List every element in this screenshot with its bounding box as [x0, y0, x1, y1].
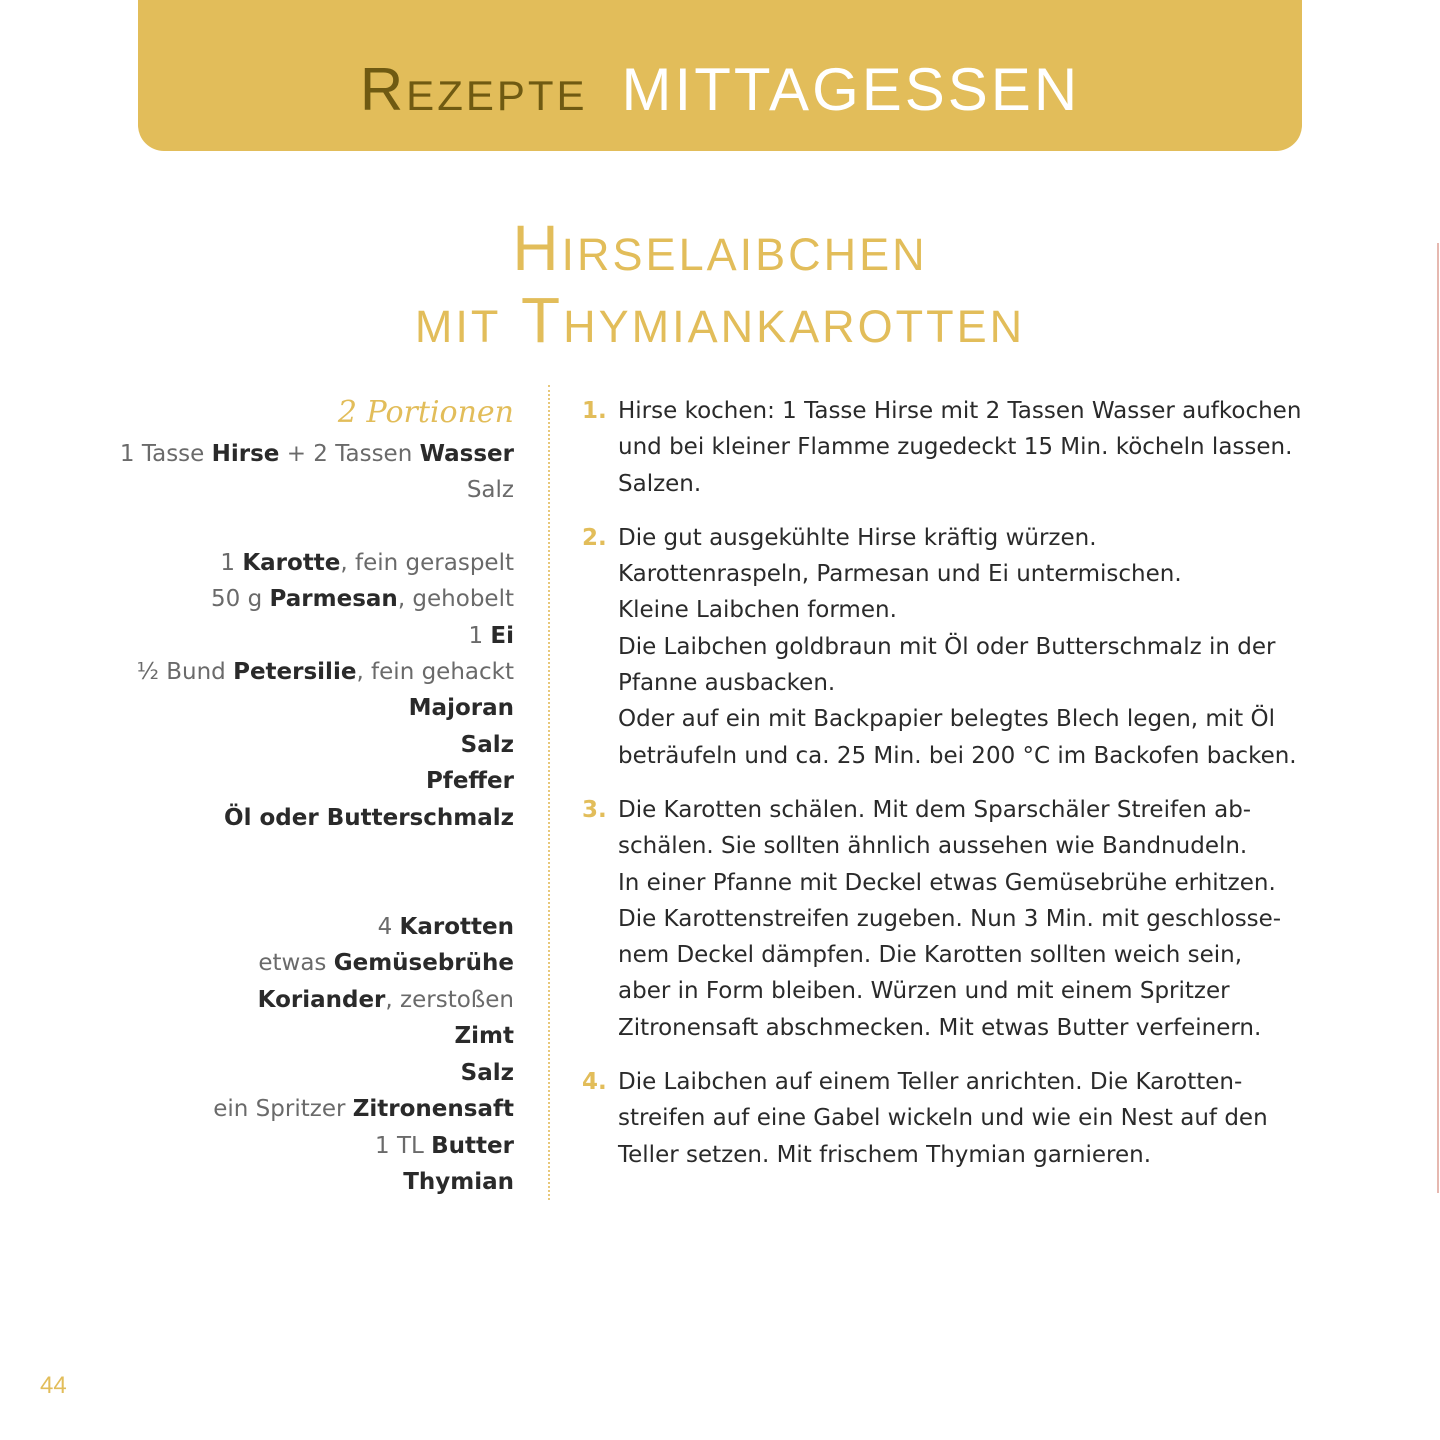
ingredient-line: [94, 982, 514, 1018]
recipe-title-line1: Hirselaibchen: [512, 212, 928, 284]
step-text-line: nem Deckel dämpfen. Die Karotten sollten weich sein,: [618, 942, 1243, 969]
section-header: [138, 0, 1302, 151]
ingredient-quantity: 1 Tasse: [119, 441, 212, 467]
ingredient-quantity: 4: [377, 914, 400, 941]
ingredient-note: , gehobelt: [397, 586, 514, 613]
ingredient-line: [94, 654, 514, 690]
ingredient-group-gap: [94, 836, 514, 909]
step-text-line: schälen. Sie sollten ähnlich aussehen wie Bandnudeln.: [618, 833, 1248, 860]
ingredient-name: Zimt: [454, 1023, 514, 1050]
step-text-line: Die Laibchen goldbraun mit Öl oder Butterschmalz in der: [618, 633, 1276, 660]
ingredient-name: Gemüsebrühe: [333, 950, 514, 977]
step-text: [618, 520, 1297, 774]
step-text: [618, 1064, 1268, 1173]
step-number: 3.: [582, 796, 607, 823]
ingredient-name: Salz: [460, 1059, 514, 1086]
ingredient-group-gap: [94, 509, 514, 545]
ingredient-name: Koriander: [257, 986, 386, 1013]
step-text-line: Die Karotten schälen. Mit dem Sparschäler Streifen ab-: [618, 796, 1252, 823]
ingredient-group-patties: [94, 545, 514, 836]
step-text-line: Die gut ausgekühlte Hirse kräftig würzen.: [618, 524, 1097, 551]
ingredient-list: [94, 392, 514, 1200]
ingredient-group-millet: [94, 436, 514, 509]
step-text-line: beträufeln und ca. 25 Min. bei 200 °C im Backofen backen.: [618, 742, 1297, 769]
ingredient-quantity: 1: [220, 549, 243, 576]
step-text-line: Salzen.: [618, 470, 702, 497]
ingredient-line: [94, 727, 514, 763]
step-text-line: Kleine Laibchen formen.: [618, 597, 897, 624]
step-text-line: Pfanne ausbacken.: [618, 670, 836, 697]
section-title-word1: Rezepte: [359, 56, 588, 123]
ingredient-name: Pfeffer: [425, 768, 514, 795]
ingredient-line: [94, 436, 514, 472]
step-text: [618, 792, 1281, 1046]
step-number: 2.: [582, 524, 607, 551]
portions-label: 2 Portionen: [337, 395, 514, 430]
step-text-line: In einer Pfanne mit Deckel etwas Gemüsebrühe erhitzen.: [618, 869, 1276, 896]
ingredient-quantity: Salz: [466, 477, 514, 504]
step-item: [582, 520, 1302, 774]
ingredient-quantity: 50 g: [211, 586, 270, 613]
ingredient-name: Karotte: [242, 549, 341, 576]
ingredient-note: , zerstoßen: [385, 986, 514, 1013]
step-text-line: streifen auf eine Gabel wickeln und wie ein Nest auf den: [618, 1105, 1268, 1132]
ingredient-quantity: 1 TL: [375, 1132, 432, 1159]
ingredient-group-carrots: [94, 909, 514, 1200]
recipe-title: [200, 212, 1240, 356]
ingredient-name: Ei: [490, 622, 514, 649]
ingredient-name: Hirse: [211, 441, 280, 467]
ingredient-quantity: ein Spritzer: [213, 1096, 353, 1123]
ingredient-line: [94, 1164, 514, 1200]
column-divider: [548, 385, 550, 1200]
step-text-line: aber in Form bleiben. Würzen und mit einem Spritzer: [618, 978, 1230, 1005]
section-title-word2: MITTAGESSEN: [621, 56, 1081, 123]
step-text-line: Zitronensaft abschmecken. Mit etwas Butter verfeinern.: [618, 1014, 1262, 1041]
ingredient-line: [94, 763, 514, 799]
page-number: 44: [40, 1372, 67, 1399]
ingredient-name: Karotten: [399, 914, 514, 941]
step-number: 1.: [582, 398, 607, 424]
step-text-line: Die Karottenstreifen zugeben. Nun 3 Min. mit geschlosse-: [618, 905, 1282, 932]
step-item: [582, 1064, 1302, 1173]
ingredient-name: Zitronensaft: [352, 1096, 514, 1123]
ingredient-line: [94, 945, 514, 981]
ingredient-line: [94, 1055, 514, 1091]
step-text-line: Hirse kochen: 1 Tasse Hirse mit 2 Tassen Wasser aufkochen: [618, 398, 1302, 424]
step-text-line: Die Laibchen auf einem Teller anrichten. Die Karotten-: [618, 1069, 1243, 1096]
ingredient-name: Parmesan: [269, 586, 398, 613]
ingredient-line: [94, 581, 514, 617]
ingredient-note: + 2 Tassen: [279, 441, 420, 467]
ingredient-name: Öl oder Butterschmalz: [224, 804, 514, 831]
step-text-line: Oder auf ein mit Backpapier belegtes Blech legen, mit Öl: [618, 706, 1276, 733]
ingredient-name: Petersilie: [233, 659, 357, 686]
ingredient-line: [94, 618, 514, 654]
recipe-title-line2: mit Thymiankarotten: [414, 284, 1026, 356]
step-number: 4.: [582, 1069, 607, 1096]
ingredient-line: [94, 800, 514, 836]
section-title: [360, 55, 1080, 124]
ingredient-name: Wasser: [419, 441, 514, 467]
ingredient-note: , fein gehackt: [356, 659, 514, 686]
ingredient-quantity: 1: [468, 622, 491, 649]
step-text-line: Karottenraspeln, Parmesan und Ei untermischen.: [618, 561, 1182, 588]
ingredient-name: Majoran: [408, 695, 514, 722]
page-edge-rule: [1437, 243, 1439, 1193]
ingredient-note: , fein geraspelt: [340, 549, 514, 576]
step-item: [582, 393, 1302, 502]
ingredient-name: Salz: [460, 731, 514, 758]
step-item: [582, 792, 1302, 1046]
ingredient-line: [94, 1091, 514, 1127]
ingredient-line: [94, 545, 514, 581]
ingredient-name: Butter: [431, 1132, 514, 1159]
preparation-steps: [582, 393, 1302, 1191]
ingredient-line: [94, 909, 514, 945]
step-text-line: und bei kleiner Flamme zugedeckt 15 Min. köcheln lassen.: [618, 434, 1293, 461]
step-text-line: Teller setzen. Mit frischem Thymian garnieren.: [618, 1141, 1152, 1168]
step-text: [618, 393, 1301, 502]
ingredient-line: [94, 690, 514, 726]
ingredient-quantity: etwas: [258, 950, 334, 977]
ingredient-quantity: ½ Bund: [136, 659, 234, 686]
ingredient-line: [94, 1018, 514, 1054]
ingredient-name: Thymian: [403, 1168, 514, 1195]
ingredient-line: [94, 472, 514, 508]
ingredient-line: [94, 1128, 514, 1164]
